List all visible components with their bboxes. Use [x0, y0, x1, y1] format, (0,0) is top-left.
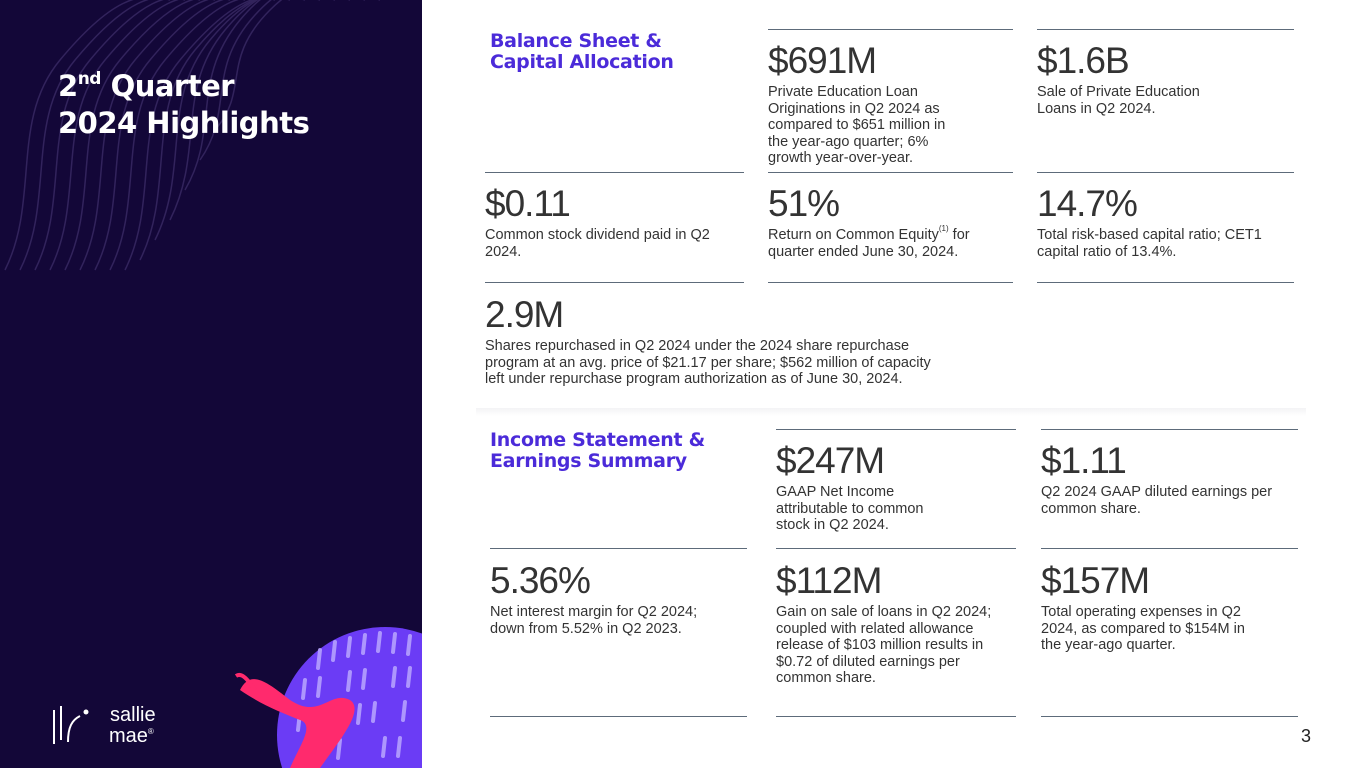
divider — [768, 282, 1013, 283]
stat-operating-expenses: $157M Total operating expenses in Q2 2024, as compared to $154M in the year-ago quarter. — [1041, 560, 1245, 653]
divider — [1041, 716, 1298, 717]
divider — [768, 172, 1013, 173]
divider — [776, 716, 1016, 717]
divider — [1041, 429, 1298, 430]
divider — [1037, 172, 1294, 173]
divider — [1037, 29, 1294, 30]
divider — [490, 548, 747, 549]
stat-share-repurchase: 2.9M Shares repurchased in Q2 2024 under the 2024 share repurchase program at an avg. price of $21.17 per share; $562 million of capacity left under repurchase program authorization as of June 30, 2024. — [485, 294, 931, 387]
stat-dividend: $0.11 Common stock dividend paid in Q2 2024. — [485, 183, 710, 260]
stat-diluted-eps: $1.11 Q2 2024 GAAP diluted earnings per common share. — [1041, 440, 1273, 517]
stat-capital-ratio: 14.7% Total risk-based capital ratio; CET1 capital ratio of 13.4%. — [1037, 183, 1262, 260]
stat-gain-on-sale: $112M Gain on sale of loans in Q2 2024; coupled with related allowance release of $103 million results in $0.72 of diluted earnings per common share. — [776, 560, 992, 686]
stat-roe: 51% Return on Common Equity$^{(1)}$ for quarter ended June 30, 2024. — [768, 183, 970, 260]
divider — [490, 716, 747, 717]
stat-net-interest-margin: 5.36% Net interest margin for Q2 2024; down from 5.52% in Q2 2023. — [490, 560, 698, 637]
stat-originations: $691M Private Education Loan Originations in Q2 2024 as compared to $651 million in the year-ago quarter; 6% growth year-over-year. — [768, 40, 946, 166]
divider — [1037, 282, 1294, 283]
income-statement-heading: Income Statement & Earnings Summary — [490, 429, 705, 472]
divider — [768, 29, 1013, 30]
logo-mark-icon — [50, 702, 106, 746]
left-panel: 2nd Quarter 2024 Highlights sallie mae® — [0, 0, 422, 768]
divider — [1041, 548, 1298, 549]
section-separator — [476, 408, 1306, 416]
divider — [485, 282, 744, 283]
divider — [776, 548, 1016, 549]
page-number: 3 — [1301, 726, 1312, 746]
page-title: 2nd Quarter 2024 Highlights — [58, 69, 310, 140]
divider — [776, 429, 1016, 430]
balance-sheet-heading: Balance Sheet & Capital Allocation — [490, 30, 674, 73]
divider — [485, 172, 744, 173]
stat-loan-sale: $1.6B Sale of Private Education Loans in Q2 2024. — [1037, 40, 1200, 117]
stat-net-income: $247M GAAP Net Income attributable to common stock in Q2 2024. — [776, 440, 924, 533]
